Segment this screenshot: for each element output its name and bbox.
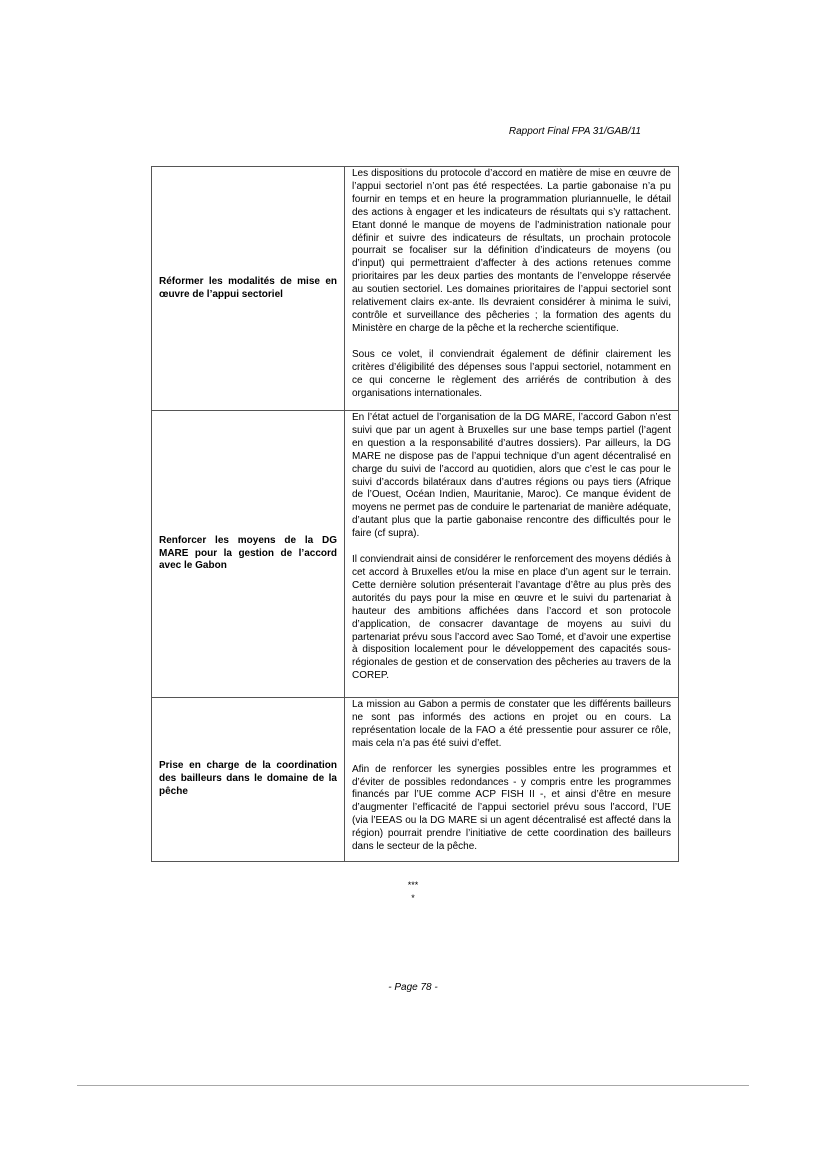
paragraph: Sous ce volet, il conviendrait également de définir clairement les critères d’éligibilité des dépenses sous l’appui sectoriel, notamment en ce qui concerne le règlement des arriérés de contribution à des organisations internationales. — [352, 348, 671, 399]
paragraph: Il conviendrait ainsi de considérer le renforcement des moyens dédiés à cet accord à Bruxelles et/ou la mise en place d’un agent sur le terrain. Cette dernière solution présenterait l’avantage d’être au plus près des autorités du pays pour la mise en œuvre et le suivi du partenariat à hauteur des ambitions affichées dans l’accord et son protocole d’application, de consacrer davantage de moyens au suivi du partenariat prévu sous l’accord avec Sao Tomé, et d’avoir une expertise à disposition localement pour le développement des capacités sous-régionales de gestion et de conservation des pêcheries au travers de la COREP. — [352, 554, 671, 682]
paragraph: La mission au Gabon a permis de constater que les différents bailleurs ne sont pas informés des actions en projet ou en cours. La représentation locale de la FAO a été pressentie pour assurer ce rôle, mais cela n’a pas été suivi d’effet. — [352, 699, 671, 749]
table-row — [152, 698, 679, 862]
footer-rule — [77, 1085, 749, 1086]
running-header: Rapport Final FPA 31/GAB/11 — [508, 126, 641, 137]
row-label: Prise en charge de la coordination des bailleurs dans le domaine de la pêche — [152, 698, 345, 862]
row-text — [345, 698, 679, 862]
row-label: Renforcer les moyens de la DG MARE pour la gestion de l’accord avec le Gabon — [152, 411, 345, 698]
separator-star: * — [411, 893, 415, 903]
paragraph: En l’état actuel de l’organisation de la DG MARE, l’accord Gabon n’est suivi que par un agent à Bruxelles sur une base temps partiel (l’agent en question a la responsabilité d’autres dossiers). Par ailleurs, la DG MARE ne dispose pas de l’appui technique d’un agent décentralisé en charge du suivi de l’accord au quotidien, alors que c’est le cas pour le suivi d’accords bilatéraux dans d’autres régions ou pays tiers (Afrique de l’Ouest, Océan Indien, Mauritanie, Maroc). Ce manque évident de moyens ne permet pas de conduire le partenariat de manière adéquate, d’autant plus que la partie gabonaise rencontre des difficultés pour le faire (cf supra). — [352, 412, 671, 540]
paragraph: Les dispositions du protocole d’accord en matière de mise en œuvre de l’appui sectoriel n’ont pas été respectées. La partie gabonaise n’a pu fournir en temps et en heure la programmation pluriannuelle, le détail des actions à engager et les indicateurs de résultats qui s’y rattachent. Etant donné le manque de moyens de l’administration nationale pour définir et suivre des indicateurs de résultats, un prochain protocole pourrait se focaliser sur la définition d’indicateurs de moyens (ou d’input) qui permettraient d’affecter à des actions retenues comme prioritaires par les deux parties des montants de l’enveloppe réservée au soutien sectoriel. Les domaines prioritaires de l’appui sectoriel sont relativement clairs ex-ante. Ils devraient considérer à minima le suivi, contrôle et surveillance des pêcheries ; la formation des agents du Ministère en charge de la pêche et la recherche scientifique. — [352, 168, 671, 334]
paragraph: Afin de renforcer les synergies possibles entre les programmes et d’éviter de possibles redondances - y compris entre les programmes financés par l’UE comme ACP FISH II -, et ainsi d’être en mesure d’augmenter l’efficacité de l’appui sectoriel prévu sous l’accord, l’UE (via l’EEAS ou la DG MARE si un agent décentralisé est affecté dans la région) pourrait prendre l’initiative de cette coordination des bailleurs dans le secteur de la pêche. — [352, 763, 671, 853]
row-text — [345, 411, 679, 698]
page-number: - Page 78 - — [388, 982, 438, 993]
table-row — [152, 167, 679, 411]
table-row — [152, 411, 679, 698]
recommendations-table — [151, 166, 679, 862]
row-label: Réformer les modalités de mise en œuvre de l’appui sectoriel — [152, 167, 345, 411]
row-text — [345, 167, 679, 411]
separator-stars: *** — [407, 880, 419, 890]
